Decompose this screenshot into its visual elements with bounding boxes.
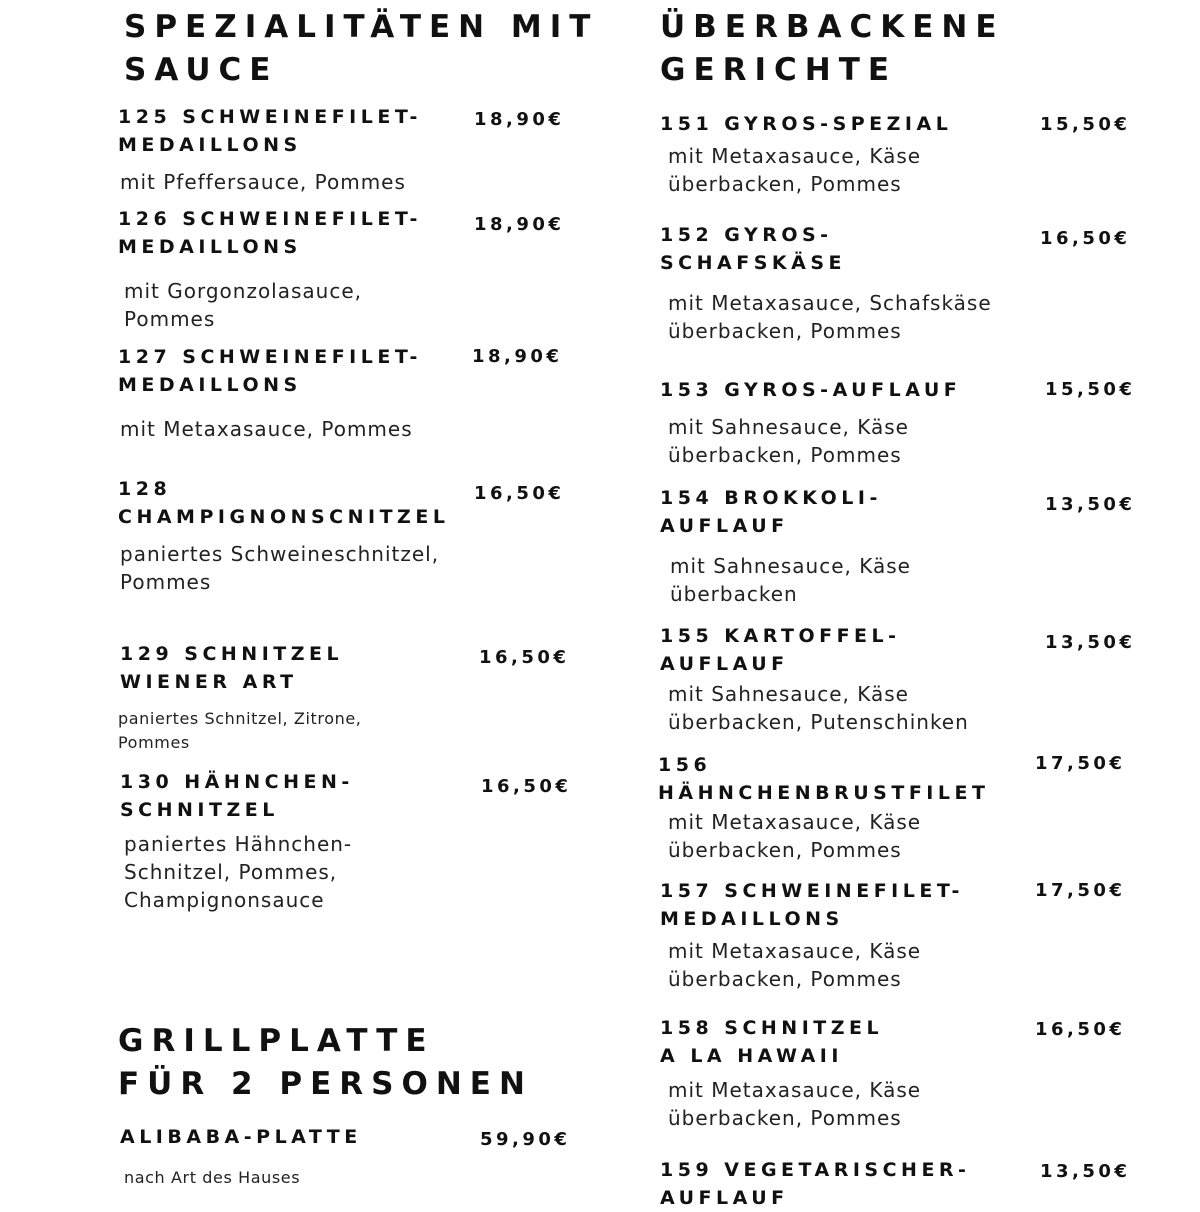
menu-item-name: 156 HÄHNCHENBRUSTFILET [658,754,990,804]
menu-item-description: paniertes Schweineschnitzel, Pommes [120,542,440,594]
menu-item-description: paniertes Schnitzel, Zitrone, Pommes [118,709,362,752]
menu-item-description: mit Gorgonzolasauce, Pommes [124,279,363,331]
menu-item-price: 16,50€ [1035,1019,1126,1040]
menu-item-name: 157 SCHWEINEFILET- MEDAILLONS [660,880,964,930]
menu-item-name: 127 SCHWEINEFILET- MEDAILLONS [118,346,422,396]
menu-item-price: 16,50€ [474,483,565,504]
menu-item-price: 16,50€ [479,647,570,668]
menu-item-description: mit Metaxasauce, Käse überbacken, Pommes [668,810,922,862]
menu-item-price: 15,50€ [1040,114,1131,135]
menu-item-name: 159 VEGETARISCHER- AUFLAUF [660,1159,971,1209]
menu-item-description: mit Metaxasauce, Pommes [120,417,413,441]
menu-item-description: mit Metaxasauce, Käse überbacken, Pommes [668,1078,922,1130]
menu-item-price: 16,50€ [481,776,572,797]
menu-item-description: mit Metaxasauce, Käse überbacken, Pommes [668,144,922,196]
menu-item-name: 154 BROKKOLI- AUFLAUF [660,487,882,537]
menu-item-price: 18,90€ [474,214,565,235]
menu-item-name: 152 GYROS- SCHAFSKÄSE [660,224,846,274]
menu-item-price: 17,50€ [1035,753,1126,774]
menu-item-name: ALIBABA-PLATTE [120,1126,362,1148]
section-heading-grillplatte: GRILLPLATTE FÜR 2 PERSONEN [118,1023,533,1102]
menu-item-price: 17,50€ [1035,880,1126,901]
section-heading-ueberbackene: ÜBERBACKENE GERICHTE [660,9,1005,88]
menu-item-name: 128 CHAMPIGNONSCNITZEL [118,478,450,528]
menu-item-name: 126 SCHWEINEFILET- MEDAILLONS [118,208,422,258]
menu-item-name: 130 HÄHNCHEN- SCHNITZEL [120,771,354,821]
menu-item-name: 151 GYROS-SPEZIAL [660,113,953,135]
menu-item-description: mit Pfeffersauce, Pommes [120,170,406,194]
menu-item-description: mit Metaxasauce, Schafskäse überbacken, Pommes [668,291,992,343]
menu-item-description: mit Sahnesauce, Käse überbacken [670,554,911,606]
menu-item-name: 153 GYROS-AUFLAUF [660,379,962,401]
menu-item-price: 18,90€ [474,109,565,130]
menu-item-price: 15,50€ [1045,379,1136,400]
menu-item-price: 18,90€ [472,346,563,367]
menu-item-name: 129 SCHNITZEL WIENER ART [120,643,344,693]
menu-item-price: 13,50€ [1040,1161,1131,1182]
menu-item-description: mit Sahnesauce, Käse überbacken, Pommes [668,415,909,467]
menu-item-price: 13,50€ [1045,632,1136,653]
menu-item-name: 125 SCHWEINEFILET- MEDAILLONS [118,106,422,156]
menu-item-price: 59,90€ [480,1129,571,1150]
menu-item-name: 158 SCHNITZEL A LA HAWAII [660,1017,884,1067]
menu-item-name: 155 KARTOFFEL- AUFLAUF [660,625,901,675]
menu-item-description: paniertes Hähnchen- Schnitzel, Pommes, Champignonsauce [124,832,353,912]
menu-item-description: mit Metaxasauce, Käse überbacken, Pommes [668,939,922,991]
menu-item-description: mit Sahnesauce, Käse überbacken, Putenschinken [668,682,969,734]
section-heading-sauce: SPEZIALITÄTEN MIT SAUCE [124,9,599,88]
menu-item-price: 16,50€ [1040,228,1131,249]
menu-item-price: 13,50€ [1045,494,1136,515]
menu-item-description: nach Art des Hauses [124,1168,301,1187]
